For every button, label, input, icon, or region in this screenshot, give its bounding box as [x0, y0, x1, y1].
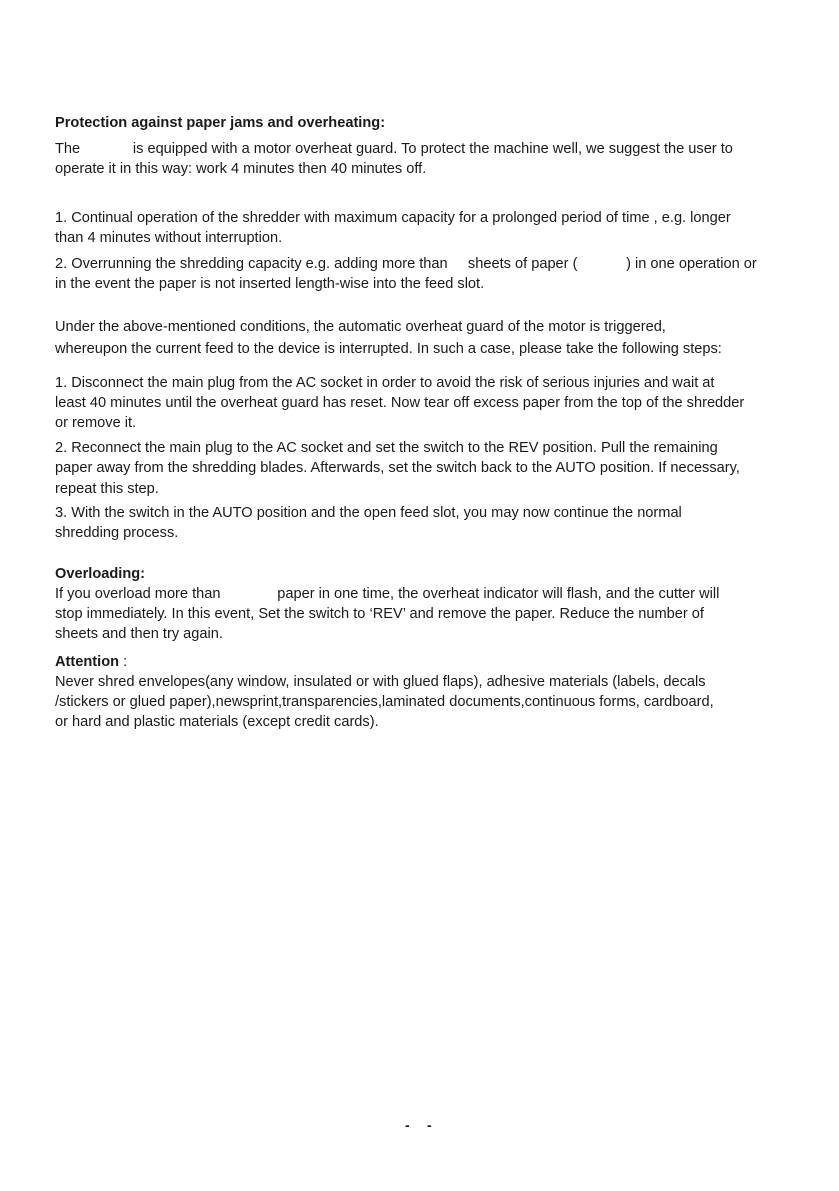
cause-line: 1. Continual operation of the shredder with maximum capacity for a prolonged period of time , e.g. longer — [55, 210, 731, 226]
protection-intro-line: The is equipped with a motor overheat guard. To protect the machine well, we suggest the user to — [55, 141, 733, 157]
cause-line: 2. Overrunning the shredding capacity e.g. adding more than sheets of paper ( ) in one operation or — [55, 256, 757, 272]
page-number-dash-left: - — [405, 1117, 410, 1133]
step-line: least 40 minutes until the overheat guard has reset. Now tear off excess paper from the top of the shredder — [55, 395, 745, 411]
overloading-line: If you overload more than paper in one time, the overheat indicator will flash, and the cutter will — [55, 586, 720, 602]
attention-line: or hard and plastic materials (except credit cards). — [55, 714, 379, 730]
overloading-line: stop immediately. In this event, Set the switch to ‘REV’ and remove the paper. Reduce the number of — [55, 606, 704, 622]
protection-heading: Protection against paper jams and overheating: — [55, 115, 386, 131]
step-line: repeat this step. — [55, 481, 159, 497]
step-line: 3. With the switch in the AUTO position and the open feed slot, you may now continue the normal — [55, 505, 682, 521]
overloading-heading: Overloading: — [55, 566, 146, 582]
cause-line: in the event the paper is not inserted length-wise into the feed slot. — [55, 276, 485, 292]
attention-line: Never shred envelopes(any window, insulated or with glued flaps), adhesive materials (labels, decals — [55, 674, 706, 690]
conditions-line: whereupon the current feed to the device is interrupted. In such a case, please take the following steps: — [55, 341, 722, 357]
step-line: shredding process. — [55, 525, 179, 541]
attention-heading: Attention — [55, 654, 120, 670]
step-line: 2. Reconnect the main plug to the AC socket and set the switch to the REV position. Pull the remaining — [55, 440, 718, 456]
attention-line: /stickers or glued paper),newsprint,transparencies,laminated documents,continuous forms, cardboard, — [55, 694, 714, 710]
attention-heading-row — [55, 652, 127, 672]
protection-intro-line: operate it in this way: work 4 minutes then 40 minutes off. — [55, 161, 427, 177]
step-line: 1. Disconnect the main plug from the AC socket in order to avoid the risk of serious injuries and wait at — [55, 375, 715, 391]
step-line: paper away from the shredding blades. Afterwards, set the switch back to the AUTO position. If necessary, — [55, 460, 740, 476]
overloading-line: sheets and then try again. — [55, 626, 223, 642]
attention-colon: : — [119, 654, 128, 670]
step-line: or remove it. — [55, 415, 137, 431]
page-number-dash-right: - — [427, 1117, 432, 1133]
cause-line: than 4 minutes without interruption. — [55, 230, 283, 246]
conditions-line: Under the above-mentioned conditions, the automatic overheat guard of the motor is triggered, — [55, 319, 666, 335]
